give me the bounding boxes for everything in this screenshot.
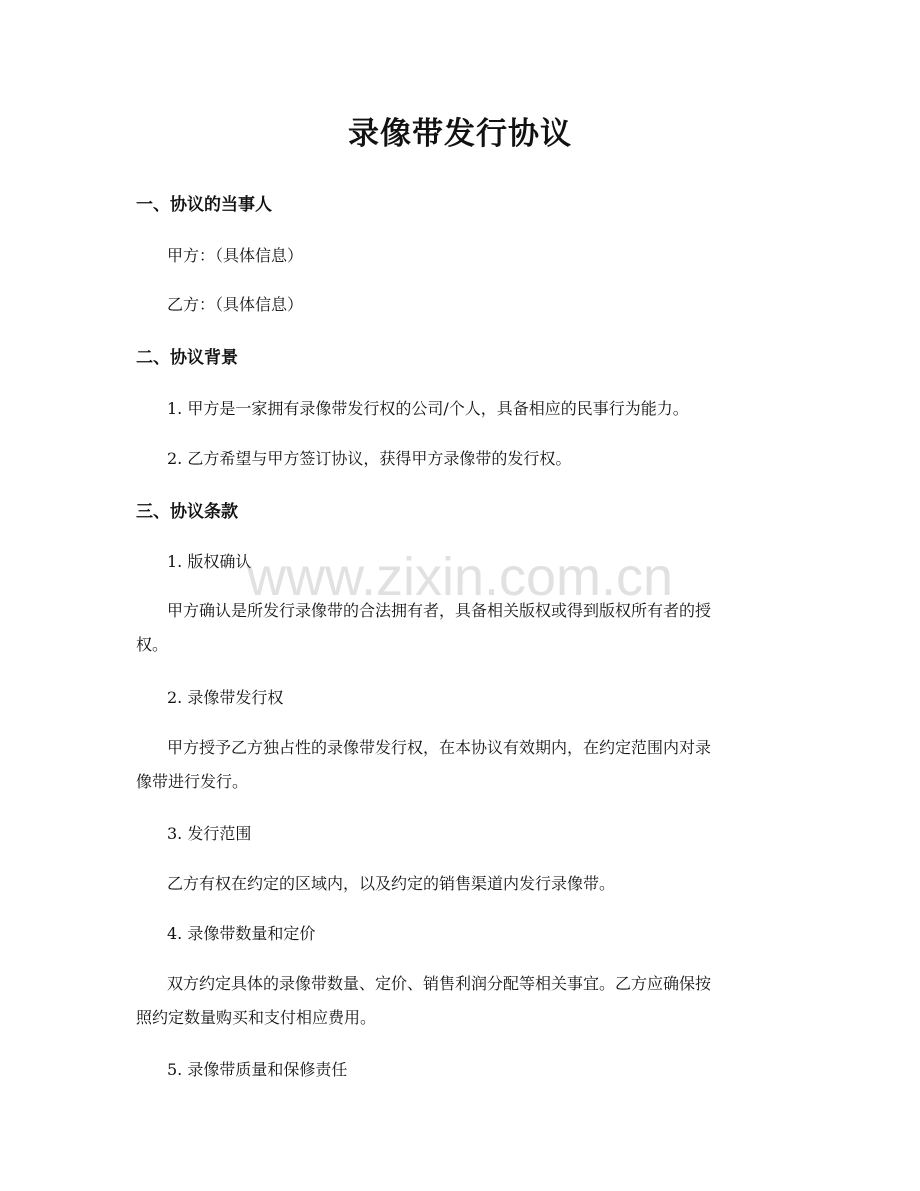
document-title: 录像带发行协议	[348, 116, 572, 152]
clause-1-text-line-1: 甲方确认是所发行录像带的合法拥有者，具备相关版权或得到版权所有者的授	[167, 601, 712, 620]
clause-1-title: 1. 版权确认	[167, 552, 252, 571]
watermark: www.zixin.com.cn	[246, 547, 674, 607]
section-heading-parties: 一、协议的当事人	[136, 195, 272, 215]
party-a-line: 甲方：（具体信息）	[167, 246, 304, 265]
clause-2-text-line-2: 像带进行发行。	[136, 772, 249, 791]
clause-3-title: 3. 发行范围	[167, 824, 252, 843]
section-heading-background: 二、协议背景	[136, 348, 238, 368]
clause-4-title: 4. 录像带数量和定价	[167, 924, 316, 943]
party-b-line: 乙方：（具体信息）	[167, 295, 304, 314]
clause-2-title: 2. 录像带发行权	[167, 688, 284, 707]
background-item-1: 1. 甲方是一家拥有录像带发行权的公司/个人，具备相应的民事行为能力。	[167, 399, 689, 418]
background-item-2: 2. 乙方希望与甲方签订协议，获得甲方录像带的发行权。	[167, 449, 572, 468]
clause-3-text-line-1: 乙方有权在约定的区域内，以及约定的销售渠道内发行录像带。	[167, 874, 616, 893]
clause-5-title: 5. 录像带质量和保修责任	[167, 1060, 348, 1079]
clause-2-text-line-1: 甲方授予乙方独占性的录像带发行权，在本协议有效期内，在约定范围内对录	[167, 738, 712, 757]
clause-4-text-line-2: 照约定数量购买和支付相应费用。	[136, 1008, 377, 1027]
clause-4-text-line-1: 双方约定具体的录像带数量、定价、销售利润分配等相关事宜。乙方应确保按	[167, 974, 712, 993]
section-heading-terms: 三、协议条款	[136, 502, 238, 522]
clause-1-text-line-2: 权。	[136, 635, 169, 654]
